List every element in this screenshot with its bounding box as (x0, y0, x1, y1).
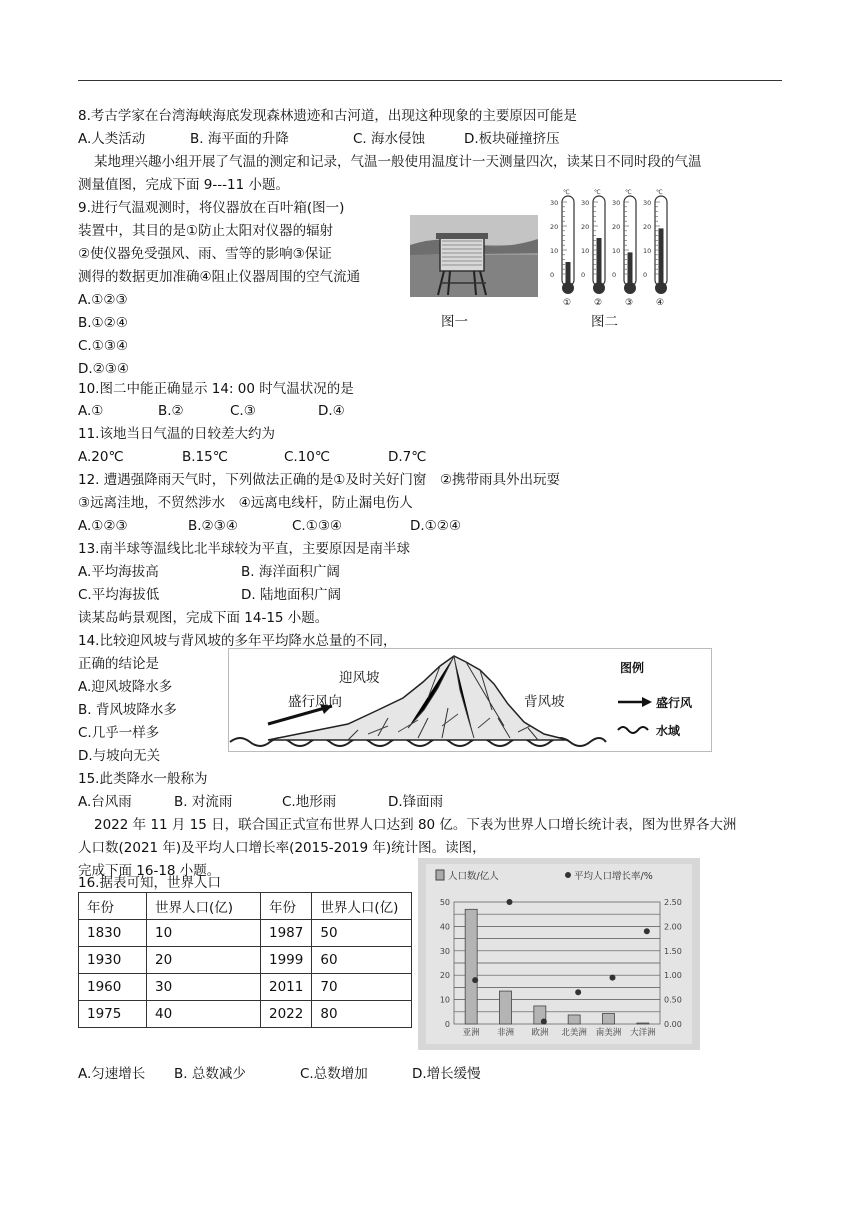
q12-line1: 12. 遭遇强降雨天气时，下列做法正确的是①及时关好门窗 ②携带雨具外出玩耍 (78, 472, 560, 488)
q16-option-d: D.增长缓慢 (412, 1066, 481, 1082)
q9-option-d: D.②③④ (78, 361, 129, 377)
growth-rate-dot (541, 1019, 547, 1025)
table-cell: 40 (147, 1001, 261, 1028)
q9-option-b: B.①②④ (78, 315, 128, 331)
q11-option-c: C.10℃ (284, 449, 331, 465)
y-right-tick-label: 2.00 (664, 922, 682, 932)
q11-option-b: B.15℃ (182, 449, 228, 465)
growth-rate-dot (610, 975, 616, 981)
table-cell: 60 (312, 947, 412, 974)
thermometers-figure (548, 188, 674, 306)
table-cell: 1987 (261, 920, 312, 947)
thermometer-tick-label: 20 (612, 223, 621, 231)
q9-option-c: C.①③④ (78, 338, 129, 354)
thermometer (550, 189, 574, 306)
table-header-cell: 年份 (261, 893, 312, 920)
thermometer-tick-label: 20 (581, 223, 590, 231)
q15-option-a: A.台风雨 (78, 794, 132, 810)
table-cell: 20 (147, 947, 261, 974)
table-cell: 1975 (79, 1001, 147, 1028)
q16-stem: 16.据表可知，世界人口 (78, 875, 221, 891)
population-bar (603, 1014, 615, 1024)
leeward-slope-label: 背风坡 (524, 694, 565, 710)
q10-option-c: C.③ (230, 403, 256, 419)
q12-option-b: B.②③④ (188, 518, 238, 534)
thermometer-tick-label: 10 (643, 247, 652, 255)
windward-slope-label: 迎风坡 (339, 670, 380, 686)
thermometer (612, 189, 636, 306)
growth-rate-dot (507, 899, 513, 905)
y-right-tick-label: 1.00 (664, 971, 682, 981)
island-landscape-figure (228, 648, 712, 752)
population-chart (418, 858, 700, 1050)
legend-growth-rate: 平均人口增长率/% (574, 871, 653, 882)
q15-stem: 15.此类降水一般称为 (78, 771, 208, 787)
q11-option-a: A.20℃ (78, 449, 124, 465)
table-header-cell: 世界人口(亿) (147, 893, 261, 920)
thermometer-tick-label: 30 (612, 199, 621, 207)
y-left-tick-label: 30 (439, 946, 450, 956)
intro-16-18-line1: 2022 年 11 月 15 日，联合国正式宣布世界人口达到 80 亿。下表为世界人口增长统计表，图为世界各大洲 (94, 817, 737, 833)
population-bar (568, 1015, 580, 1024)
q8-option-c: C. 海水侵蚀 (353, 131, 426, 147)
y-left-tick-label: 40 (439, 922, 450, 932)
thermometer-tick-label: 10 (612, 247, 621, 255)
thermometer-tick-label: 0 (612, 271, 617, 279)
growth-rate-dot (644, 928, 650, 934)
thermometer-tick-label: 0 (643, 271, 648, 279)
q15-option-d: D.锋面雨 (388, 794, 444, 810)
y-right-tick-label: 2.50 (664, 898, 682, 907)
q10-option-a: A.① (78, 403, 104, 419)
q13-option-d: D. 陆地面积广阔 (241, 587, 341, 603)
growth-rate-dot (575, 989, 581, 995)
growth-rate-dot (472, 977, 478, 983)
thermometer-number: ③ (625, 298, 634, 306)
category-label: 欧洲 (531, 1028, 549, 1038)
intro-9-11-line1: 某地理兴趣小组开展了气温的测定和记录，气温一般使用温度计一天测量四次，读某日不同时段的气温 (94, 154, 702, 170)
table-cell: 10 (147, 920, 261, 947)
intro-9-11-line2: 测量值图，完成下面 9---11 小题。 (78, 177, 289, 193)
y-right-tick-label: 0.00 (664, 1020, 682, 1029)
thermometer-tick-label: 30 (581, 199, 590, 207)
q12-option-d: D.①②④ (410, 518, 461, 534)
population-bar (637, 1023, 649, 1024)
prevailing-wind-label: 盛行风向 (288, 694, 342, 710)
table-cell: 1960 (79, 974, 147, 1001)
table-cell: 1930 (79, 947, 147, 974)
q8-option-d: D.板块碰撞挤压 (464, 131, 560, 147)
population-table (78, 892, 412, 1028)
intro-16-18-line2: 人口数(2021 年)及平均人口增长率(2015-2019 年)统计图。读图， (78, 840, 486, 856)
q13-option-b: B. 海洋面积广阔 (241, 564, 340, 580)
q11-stem: 11.该地当日气温的日较差大约为 (78, 426, 275, 442)
table-cell: 2011 (261, 974, 312, 1001)
legend-dot-swatch (565, 872, 571, 878)
table-cell: 30 (147, 974, 261, 1001)
thermometer-unit: ℃ (594, 189, 601, 196)
category-label: 大洋洲 (630, 1028, 656, 1038)
q9-line3: ②使仪器免受强风、雨、雪等的影响③保证 (78, 246, 332, 262)
q16-option-b: B. 总数减少 (174, 1066, 246, 1082)
thermometer-liquid (566, 262, 571, 288)
thermometer-liquid (597, 238, 602, 288)
thermometer-tick-label: 30 (643, 199, 652, 207)
q12-option-a: A.①②③ (78, 518, 128, 534)
q9-line2: 装置中，其目的是①防止太阳对仪器的辐射 (78, 223, 334, 239)
legend-population: 人口数/亿人 (448, 871, 499, 882)
y-left-tick-label: 0 (444, 1020, 450, 1029)
fig2-caption: 图二 (591, 314, 618, 330)
population-bar (500, 991, 512, 1024)
q16-option-a: A.匀速增长 (78, 1066, 146, 1082)
intro-14-15: 读某岛屿景观图，完成下面 14-15 小题。 (78, 610, 329, 626)
table-header-cell: 世界人口(亿) (312, 893, 412, 920)
thermometer-number: ④ (656, 298, 665, 306)
thermometer (581, 189, 605, 306)
q9-line1: 9.进行气温观测时，将仪器放在百叶箱(图一) (78, 200, 345, 216)
fig1-caption: 图一 (441, 314, 468, 330)
thermometer-unit: ℃ (656, 189, 663, 196)
q10-option-b: B.② (158, 403, 184, 419)
table-cell: 50 (312, 920, 412, 947)
q14-option-d: D.与坡向无关 (78, 748, 161, 764)
category-label: 亚洲 (462, 1028, 480, 1038)
thermometer-unit: ℃ (625, 189, 632, 196)
thermometer-tick-label: 0 (550, 271, 555, 279)
thermometer-tick-label: 0 (581, 271, 586, 279)
q13-option-c: C.平均海拔低 (78, 587, 160, 603)
table-cell: 2022 (261, 1001, 312, 1028)
q13-stem: 13.南半球等温线比北半球较为平直，主要原因是南半球 (78, 541, 410, 557)
thermometer (643, 189, 667, 306)
legend-bar-swatch (436, 870, 444, 880)
y-right-tick-label: 1.50 (664, 946, 682, 956)
legend-title: 图例 (620, 661, 645, 675)
category-label: 北美洲 (561, 1028, 587, 1038)
y-left-tick-label: 20 (439, 971, 450, 981)
y-left-tick-label: 10 (439, 995, 450, 1005)
intro-16-18-line3: 完成下面 16-18 小题。 (78, 863, 221, 879)
table-header-cell: 年份 (79, 893, 147, 920)
q13-option-a: A.平均海拔高 (78, 564, 159, 580)
table-row (79, 1001, 412, 1028)
q8-option-a: A.人类活动 (78, 131, 146, 147)
table-cell: 70 (312, 974, 412, 1001)
q9-option-a: A.①②③ (78, 292, 128, 308)
category-label: 非洲 (496, 1028, 515, 1038)
thermometer-unit: ℃ (563, 189, 570, 196)
louver-box-photo (410, 215, 538, 297)
legend-wind-label: 盛行风 (656, 696, 693, 710)
table-row (79, 947, 412, 974)
q8-option-b: B. 海平面的升降 (190, 131, 289, 147)
q10-option-d: D.④ (318, 403, 345, 419)
q15-option-b: B. 对流雨 (174, 794, 233, 810)
q16-option-c: C.总数增加 (300, 1066, 368, 1082)
q14-line1: 14.比较迎风坡与背风坡的多年平均降水总量的不同， (78, 633, 397, 649)
category-label: 南美洲 (595, 1028, 622, 1038)
q12-line2: ③远离洼地，不贸然涉水 ④远离电线杆，防止漏电伤人 (78, 495, 413, 511)
thermometer-tick-label: 20 (550, 223, 559, 231)
table-cell: 1830 (79, 920, 147, 947)
thermometer-liquid (628, 252, 633, 288)
table-cell: 80 (312, 1001, 412, 1028)
q14-option-a: A.迎风坡降水多 (78, 679, 173, 695)
thermometer-number: ① (563, 298, 572, 306)
thermometer-tick-label: 20 (643, 223, 652, 231)
legend-water-label: 水域 (656, 724, 681, 738)
y-left-tick-label: 50 (439, 898, 450, 907)
table-row (79, 974, 412, 1001)
population-bar (465, 909, 477, 1024)
q15-option-c: C.地形雨 (282, 794, 337, 810)
thermometer-tick-label: 10 (581, 247, 590, 255)
thermometer-liquid (659, 228, 664, 288)
q8-stem: 8.考古学家在台湾海峡海底发现森林遗迹和古河道，出现这种现象的主要原因可能是 (78, 108, 577, 124)
table-header-row (79, 893, 412, 920)
q14-option-c: C.几乎一样多 (78, 725, 160, 741)
q11-option-d: D.7℃ (388, 449, 427, 465)
q10-stem: 10.图二中能正确显示 14: 00 时气温状况的是 (78, 381, 354, 397)
y-right-tick-label: 0.50 (664, 995, 682, 1005)
q12-option-c: C.①③④ (292, 518, 343, 534)
thermometer-tick-label: 10 (550, 247, 559, 255)
table-cell: 1999 (261, 947, 312, 974)
table-row (79, 920, 412, 947)
header-rule (78, 80, 782, 81)
thermometer-number: ② (594, 298, 603, 306)
q14-line2: 正确的结论是 (78, 656, 159, 672)
q9-line4: 测得的数据更加准确④阻止仪器周围的空气流通 (78, 269, 361, 285)
q14-option-b: B. 背风坡降水多 (78, 702, 177, 718)
thermometer-tick-label: 30 (550, 199, 559, 207)
